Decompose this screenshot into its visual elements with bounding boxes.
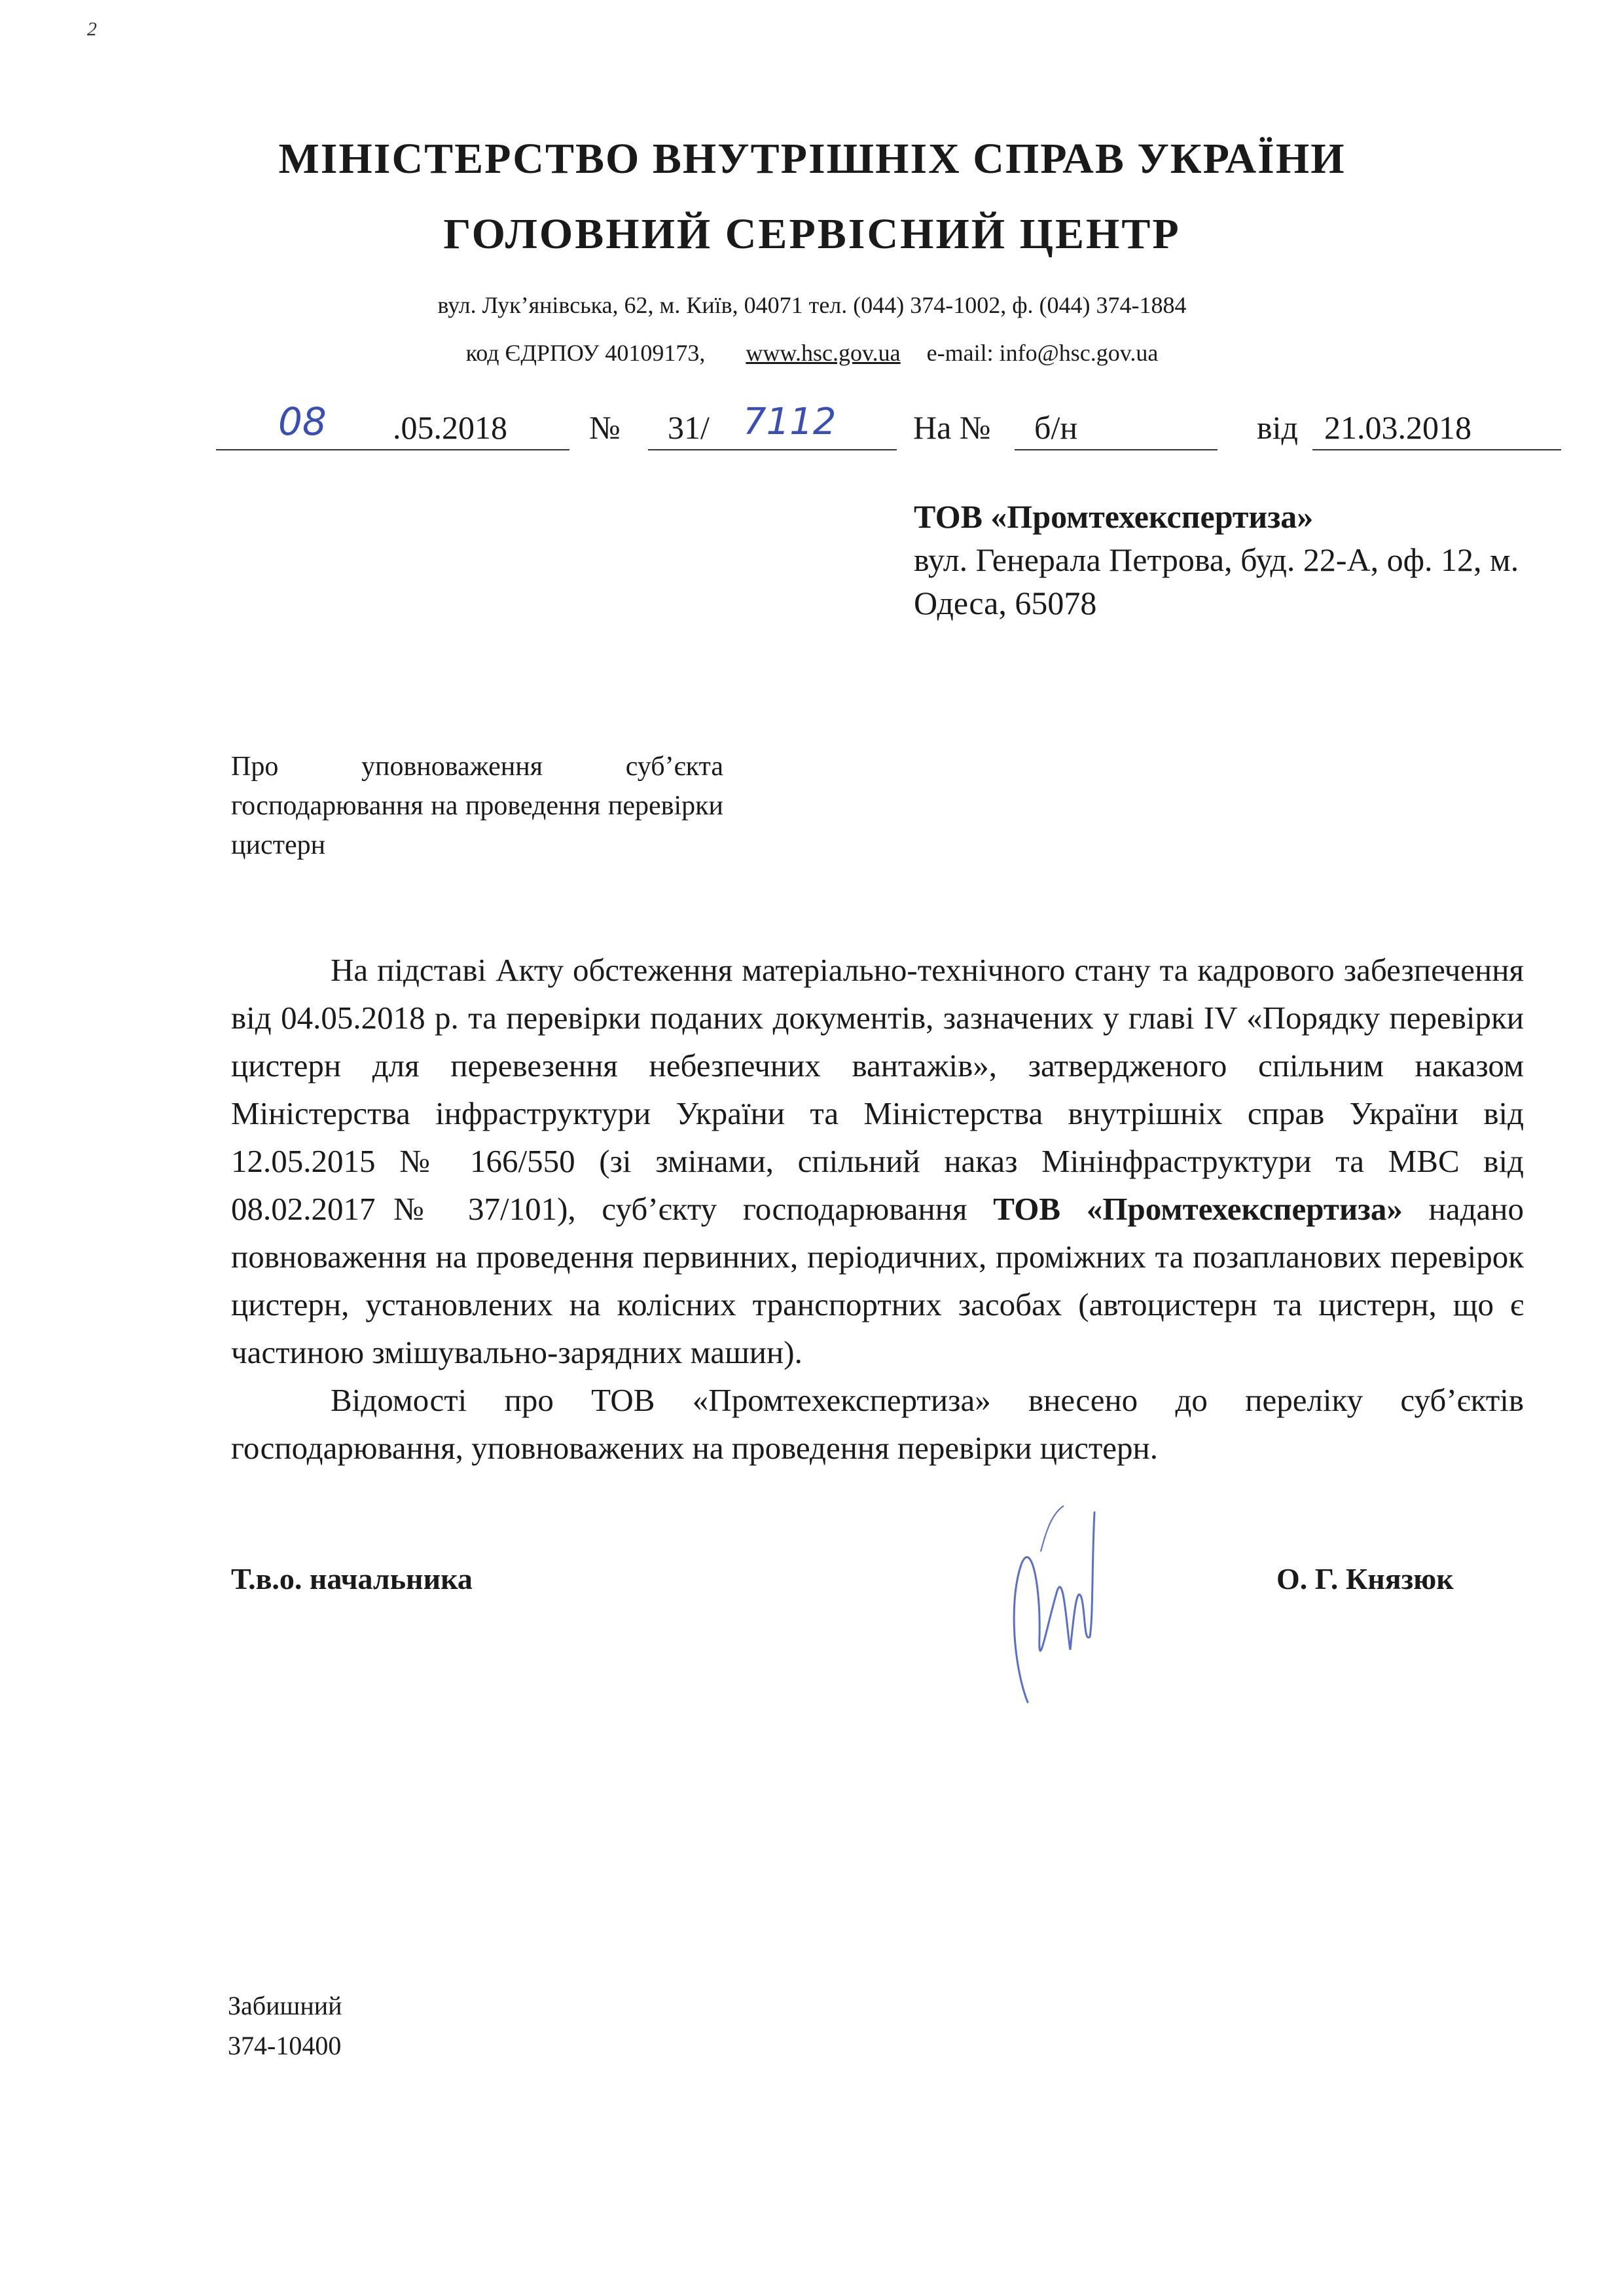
- reply-number-value: б/н: [1034, 409, 1078, 446]
- email-text: e-mail: info@hsc.gov.ua: [926, 340, 1159, 366]
- body-paragraph-1: [231, 946, 1524, 1376]
- from-label: від: [1257, 409, 1298, 446]
- body-company-name: ТОВ «Промтехекспертиза»: [993, 1191, 1403, 1227]
- outgoing-date: [216, 399, 569, 450]
- recipient-name: ТОВ «Промтехекспертиза»: [914, 498, 1314, 535]
- executor-phone: 374-10400: [228, 2031, 342, 2060]
- date-underline: [216, 449, 569, 450]
- corner-mark: 2: [87, 18, 97, 40]
- handwritten-day: 08: [278, 399, 327, 444]
- reply-date-value: 21.03.2018: [1324, 409, 1471, 446]
- body-paragraph-2: Відомості про ТОВ «Промтехекспертиза» внесено до переліку суб’єктів господарювання, уповноважених на проведення перевірки цистерн.: [231, 1382, 1524, 1466]
- outgoing-number: [648, 401, 897, 450]
- handwritten-number: 7112: [743, 401, 837, 443]
- number-underline: [648, 449, 897, 450]
- edrpou-code: код ЄДРПОУ 40109173,: [465, 340, 706, 366]
- letter-body: [231, 946, 1524, 1472]
- signatory-name: О. Г. Князюк: [1276, 1562, 1454, 1595]
- signatory-title: Т.в.о. начальника: [231, 1562, 473, 1595]
- body-text-part: надано повноваження на проведення первинних, періодичних, проміжних та позапланових перевірок цистерн, установлених на колісних транспортних засобах (автоцистерн та цистерн, що є частиною змішувально-зарядних машин).: [231, 1191, 1524, 1370]
- recipient-address: вул. Генерала Петрова, буд. 22-А, оф. 12, м. Одеса, 65078: [914, 541, 1519, 621]
- address-line: вул. Лук’янівська, 62, м. Київ, 04071 тел. (044) 374-1002, ф. (044) 374-1884: [437, 292, 1187, 318]
- executor-block: [228, 1986, 342, 2066]
- reply-label: На №: [913, 409, 991, 446]
- ministry-title: МІНІСТЕРСТВО ВНУТРІШНІХ СПРАВ УКРАЇНИ: [278, 135, 1346, 183]
- printed-number: 31/: [668, 409, 710, 446]
- subject-line: Про уповноваження суб’єкта господарювання на проведення перевірки цистерн: [231, 752, 723, 860]
- number-label: №: [589, 409, 621, 446]
- reply-number: [1015, 405, 1218, 450]
- executor-name: Забишний: [228, 1991, 342, 2020]
- printed-date: .05.2018: [393, 409, 507, 446]
- reply-date-underline: [1312, 449, 1561, 450]
- service-center-title: ГОЛОВНИЙ СЕРВІСНИЙ ЦЕНТР: [443, 210, 1181, 258]
- reply-underline: [1015, 449, 1218, 450]
- website-link[interactable]: www.hsc.gov.ua: [746, 340, 901, 366]
- reply-date: [1312, 405, 1561, 450]
- handwritten-signature: [1001, 1486, 1126, 1715]
- body-text-part: На підставі Акту обстеження матеріально-технічного стану та кадрового забезпечення від 04.05.2018 р. та перевірки поданих документів, зазначених у главі IV «Порядку перевірки цистерн для перевезення небезпечних вантажів», затвердженого спільним наказом Міністерства інфраструктури України та Міністерства внутрішніх справ України від 12.05.2015 № 166/550 (зі змінами, спільний наказ Мінінфраструктури та МВС від 08.02.2017№ 37/101), суб’єкту господарювання: [231, 952, 1524, 1227]
- contacts-line: [0, 339, 1624, 367]
- recipient-block: [914, 495, 1542, 625]
